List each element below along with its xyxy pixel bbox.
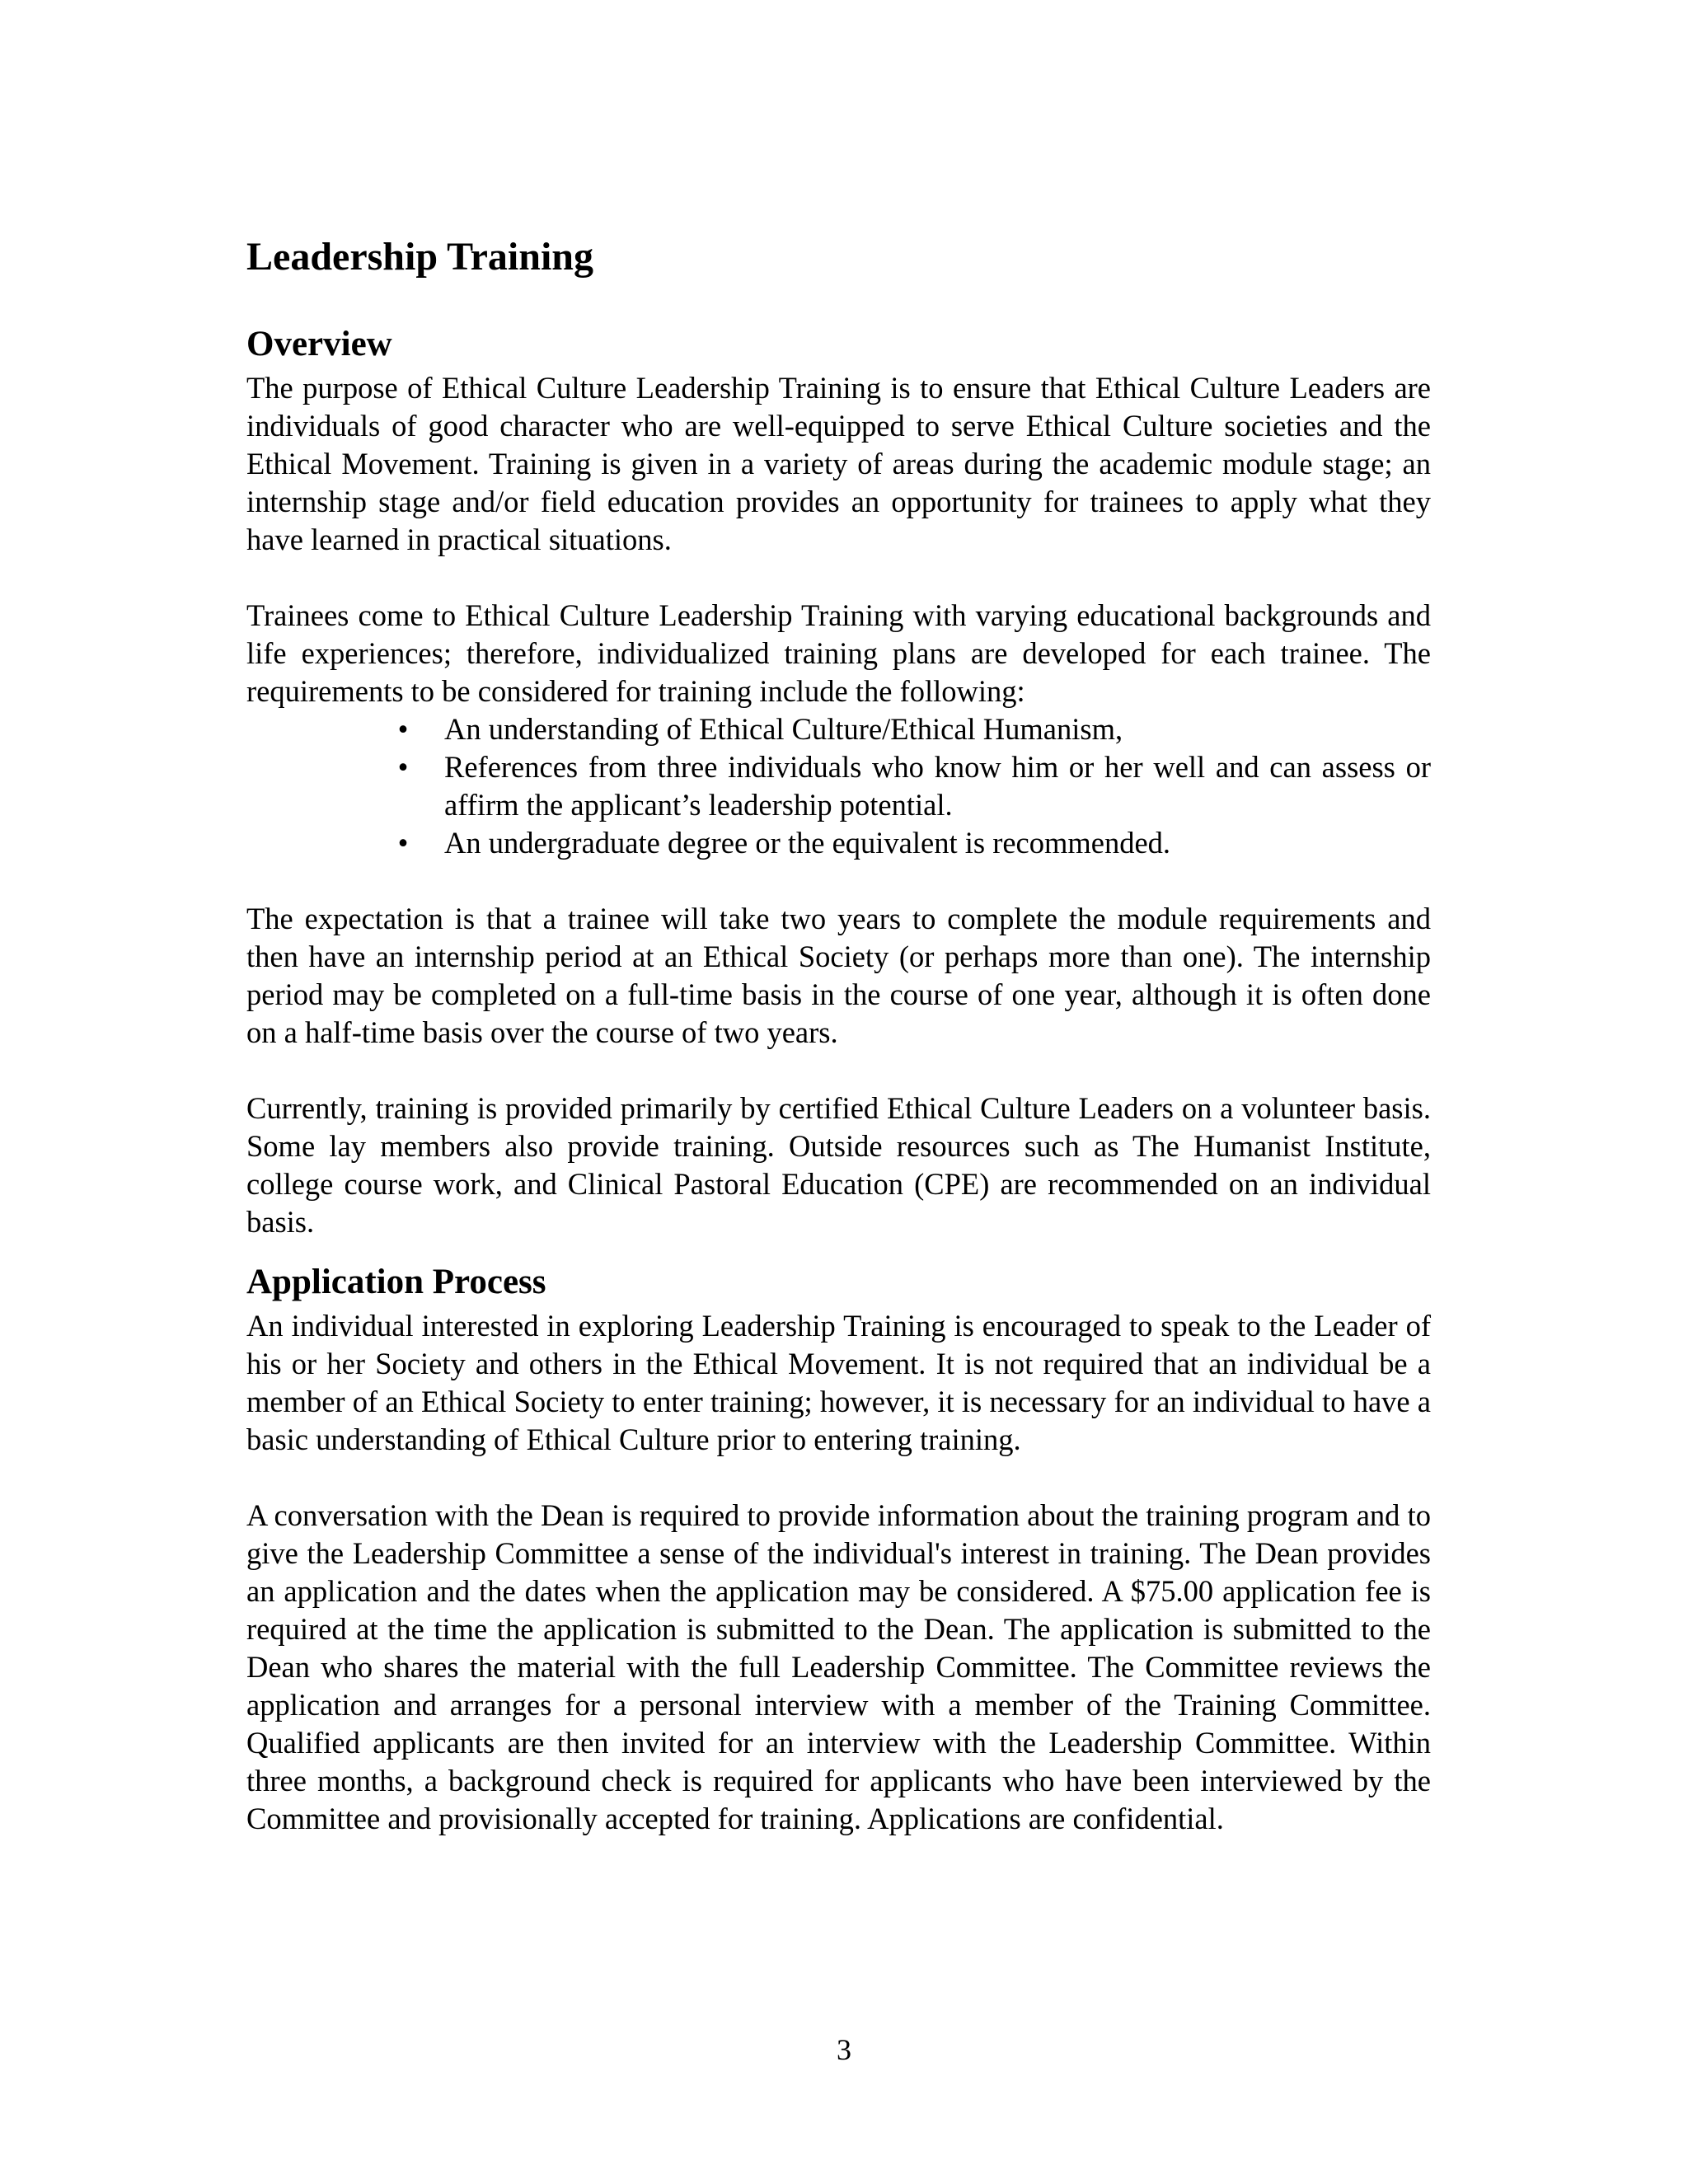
application-paragraph-2: A conversation with the Dean is required to provide information about the training program and to give the Leadership Committee a sense of the individual's interest in training. The Dean provides an application and the dates when the application may be considered. A $75.00 application fee is required at the time the application is submitted to the Dean. The application is submitted to the Dean who shares the material with the full Leadership Committee. The Committee reviews the application and arranges for a personal interview with a member of the Training Committee. Qualified applicants are then invited for an interview with the Leadership Committee. Within three months, a background check is required for applicants who have been interviewed by the Committee and provisionally accepted for training. Applications are confidential. bbox=[246, 1498, 1431, 1835]
application-paragraph-1: An individual interested in exploring Leadership Training is encouraged to speak to the Leader of his or her Society and others in the Ethical Movement. It is not required that an individual be a member of an Ethical Society to enter training; however, it is necessary for an individual to have a basic understanding of Ethical Culture prior to entering training. bbox=[246, 1309, 1431, 1456]
overview-heading: Overview bbox=[246, 325, 392, 363]
requirement-text: An undergraduate degree or the equivalent is recommended. bbox=[444, 826, 1171, 860]
bullet-icon: • bbox=[397, 826, 409, 860]
requirement-item bbox=[397, 824, 1431, 862]
overview-paragraph-2: Trainees come to Ethical Culture Leadership Training with varying educational backgrounds and life experiences; therefore, individualized training plans are developed for each trainee. The requirements to be considered for training include the following: bbox=[246, 598, 1431, 708]
overview-paragraph-4: Currently, training is provided primarily by certified Ethical Culture Leaders on a volunteer basis. Some lay members also provide training. Outside resources such as The Humanist Institute, college course work, and Clinical Pastoral Education (CPE) are recommended on an individual basis. bbox=[246, 1091, 1431, 1239]
bullet-icon: • bbox=[397, 712, 409, 746]
requirement-item bbox=[397, 710, 1431, 748]
page-title: Leadership Training bbox=[246, 235, 593, 279]
page-number: 3 bbox=[837, 2033, 851, 2066]
overview-paragraph-3: The expectation is that a trainee will take two years to complete the module requirements and then have an internship period at an Ethical Society (or perhaps more than one). The internship period may be completed on a full-time basis in the course of one year, although it is often done on a half-time basis over the course of two years. bbox=[246, 902, 1431, 1049]
requirement-text: An understanding of Ethical Culture/Ethical Humanism, bbox=[444, 712, 1123, 746]
overview-paragraph-1: The purpose of Ethical Culture Leadership Training is to ensure that Ethical Culture Leaders are individuals of good character who are well-equipped to serve Ethical Culture societies and the Ethical Movement. Training is given in a variety of areas during the academic module stage; an internship stage and/or field education provides an opportunity for trainees to apply what they have learned in practical situations. bbox=[246, 371, 1431, 556]
bullet-icon: • bbox=[397, 750, 409, 784]
requirement-text: References from three individuals who know him or her well and can assess or affirm the applicant’s leadership potential. bbox=[444, 750, 1431, 822]
requirements-list bbox=[246, 710, 1431, 862]
application-heading: Application Process bbox=[246, 1263, 546, 1301]
document-page bbox=[246, 229, 1431, 1838]
requirement-item bbox=[397, 748, 1431, 824]
